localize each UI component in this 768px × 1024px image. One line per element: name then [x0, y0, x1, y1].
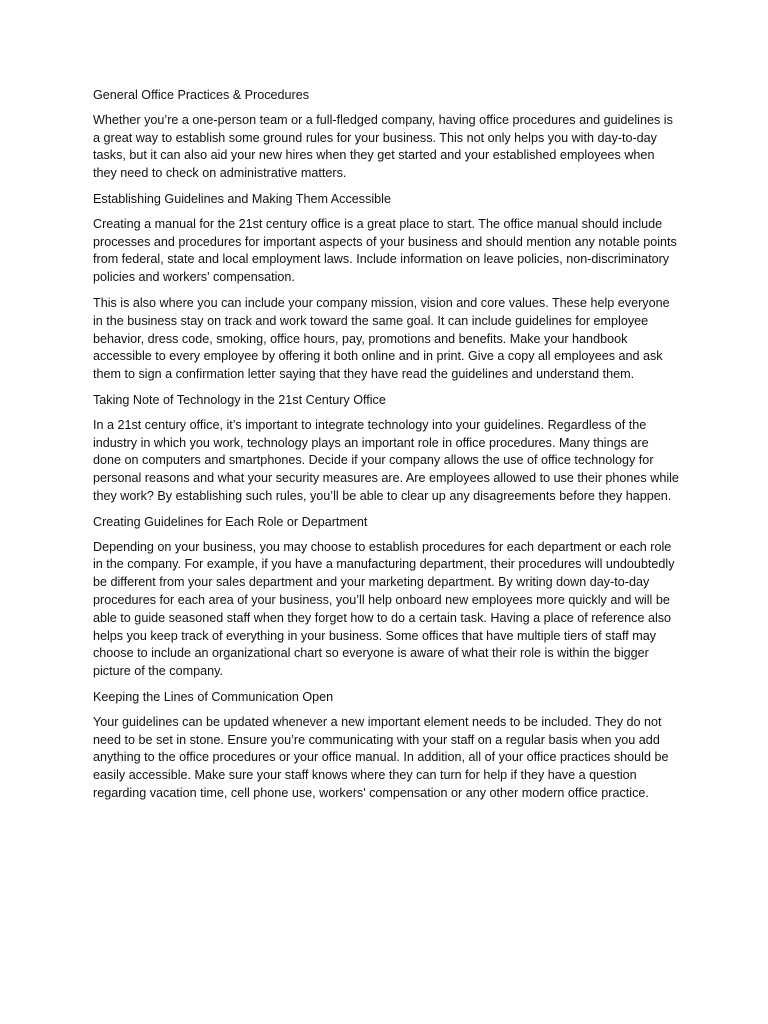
section-communication	[93, 689, 680, 803]
section-heading: Taking Note of Technology in the 21st Century Office	[93, 392, 386, 407]
section-heading: Keeping the Lines of Communication Open	[93, 689, 334, 704]
section-paragraph: Creating a manual for the 21st century office is a great place to start. The office manual should include processes and procedures for important aspects of your business and should mention any notable points from federal, state and local employment laws. Include information on leave policies, non-discriminatory policies and workers' compensation.	[93, 216, 677, 285]
section-paragraph: This is also where you can include your company mission, vision and core values. These help everyone in the business stay on track and work toward the same goal. It can include guidelines for employee behavior, dress code, smoking, office hours, pay, promotions and benefits. Make your handbook accessible to every employee by offering it both online and in print. Give a copy all employees and ask them to sign a confirmation letter saying that they have read the guidelines and understand them.	[93, 295, 670, 382]
section-role-department	[93, 514, 680, 681]
section-paragraph: In a 21st century office, it’s important to integrate technology into your guidelines. Regardless of the industry in which you work, technology plays an important role in office procedures. Many things are done on computers and smartphones. Decide if your company allows the use of office technology for personal reasons and what your security measures are. Are employees allowed to use their phones while they work? By establishing such rules, you’ll be able to clear up any disagreements before they happen.	[93, 417, 679, 503]
section-paragraph: Your guidelines can be updated whenever a new important element needs to be included. They do not need to be set in stone. Ensure you’re communicating with your staff on a regular basis when you add anything to the office procedures or your office manual. In addition, all of your office practices should be easily accessible. Make sure your staff knows where they can turn for help if they have a question regarding vacation time, cell phone use, workers' compensation or any other modern office practice.	[93, 714, 669, 800]
section-heading: Creating Guidelines for Each Role or Department	[93, 514, 368, 529]
document-title: General Office Practices & Procedures	[93, 88, 310, 102]
section-paragraph: Depending on your business, you may choose to establish procedures for each department or each role in the company. For example, if you have a manufacturing department, their procedures will undoubtedly be different from your sales department and your marketing department. By writing down day-to-day procedures for each area of your business, you’ll help onboard new employees more quickly and will be able to guide seasoned staff when they forget how to do a certain task. Having a place of reference also helps you keep track of everything in your business. Some offices that have multiple tiers of staff may choose to include an organizational chart so everyone is aware of what their role is within the bigger picture of the company.	[93, 539, 675, 679]
section-establishing-guidelines	[93, 191, 680, 384]
intro-paragraph: Whether you’re a one-person team or a full-fledged company, having office procedures and guidelines is a great way to establish some ground rules for your business. This not only helps you with day-to-day tasks, but it can also aid your new hires when they get started and your established employees when they need to check on administrative matters.	[93, 112, 673, 181]
section-heading: Establishing Guidelines and Making Them Accessible	[93, 191, 391, 206]
section-technology	[93, 392, 680, 506]
